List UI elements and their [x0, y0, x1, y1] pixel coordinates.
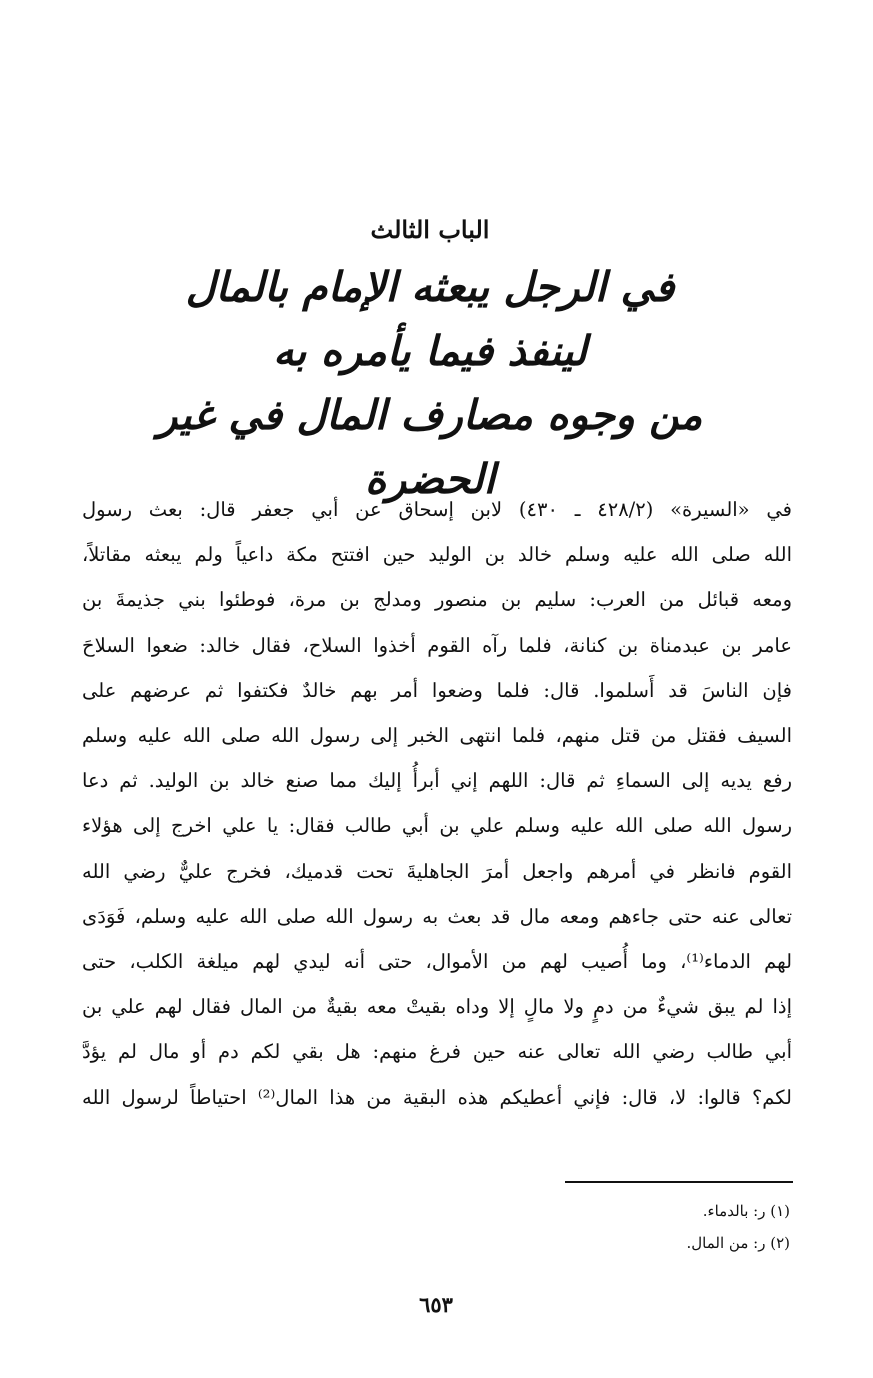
body-line: رفع يديه إلى السماءِ ثم قال: اللهم إني أبرأُ إليك مما صنع خالد بن الوليد. ثم دعا — [82, 769, 792, 793]
body-line: الله صلى الله عليه وسلم خالد بن الوليد حين افتتح مكة داعياً ولم يبعثه مقاتلاً، — [82, 543, 792, 567]
body-line: السيف فقتل من قتل منهم، فلما انتهى الخبر إلى رسول الله صلى الله عليه وسلم — [82, 724, 792, 748]
body-line: لكم؟ قالوا: لا، قال: فإني أعطيكم هذه البقية من هذا المال⁽²⁾ احتياطاً لرسول الله — [82, 1085, 792, 1109]
body-line: القوم فانظر في أمرهم واجعل أمرَ الجاهليةَ تحت قدميك، فخرج عليٌّ رضي الله — [82, 859, 792, 883]
footnote-divider — [565, 1181, 793, 1183]
chapter-header — [150, 205, 710, 511]
page-number: ٦٥٣ — [419, 1292, 453, 1317]
body-line: في «السيرة» (٤٢٨/٢ ـ ٤٣٠) لابن إسحاق عن أبي جعفر قال: بعث رسول — [82, 498, 792, 521]
body-line: إذا لم يبق شيءٌ من دمٍ ولا مالٍ إلا وداه بقيتْ معه بقيةٌ من المال فقال لهم علي بن — [82, 995, 792, 1019]
chapter-title-line: لينفذ فيما يأمره به — [273, 327, 587, 375]
chapter-label: الباب الثالث — [370, 215, 490, 244]
chapter-title-line: في الرجل يبعثه الإمام بالمال — [185, 263, 675, 311]
body-line: تعالى عنه حتى جاءهم ومعه مال قد بعث به رسول الله صلى الله عليه وسلم، فَوَدَى — [82, 904, 792, 928]
body-text — [82, 487, 792, 1120]
body-line: عامر بن عبدمناة بن كنانة، فلما رآه القوم أخذوا السلاح، فقال خالد: ضعوا السلاحَ — [82, 633, 792, 657]
footnotes — [440, 1195, 790, 1259]
body-line: لهم الدماء⁽¹⁾، وما أُصيب لهم من الأموال، حتى أنه ليدي لهم ميلغة الكلب، حتى — [82, 950, 793, 974]
body-line: أبي طالب رضي الله تعالى عنه حين فرغ منهم: هل بقي لكم دم أو مال لم يؤدَّ — [82, 1040, 792, 1064]
chapter-title-line: من وجوه مصارف المال في غير الحضرة — [157, 391, 703, 503]
footnote: (١) ر: بالدماء. — [702, 1202, 790, 1220]
body-line: رسول الله صلى الله عليه وسلم علي بن أبي طالب فقال: يا علي اخرج إلى هؤلاء — [82, 814, 792, 838]
body-line: ومعه قبائل من العرب: سليم بن منصور ومدلج بن مرة، فوطئوا بني جذيمةَ بن — [82, 588, 792, 612]
body-line: فإن الناسَ قد أَسلموا. قال: فلما وضعوا أمر بهم خالدٌ فكتفوا ثم عرضهم على — [82, 678, 792, 702]
footnote: (٢) ر: من المال. — [686, 1234, 790, 1252]
